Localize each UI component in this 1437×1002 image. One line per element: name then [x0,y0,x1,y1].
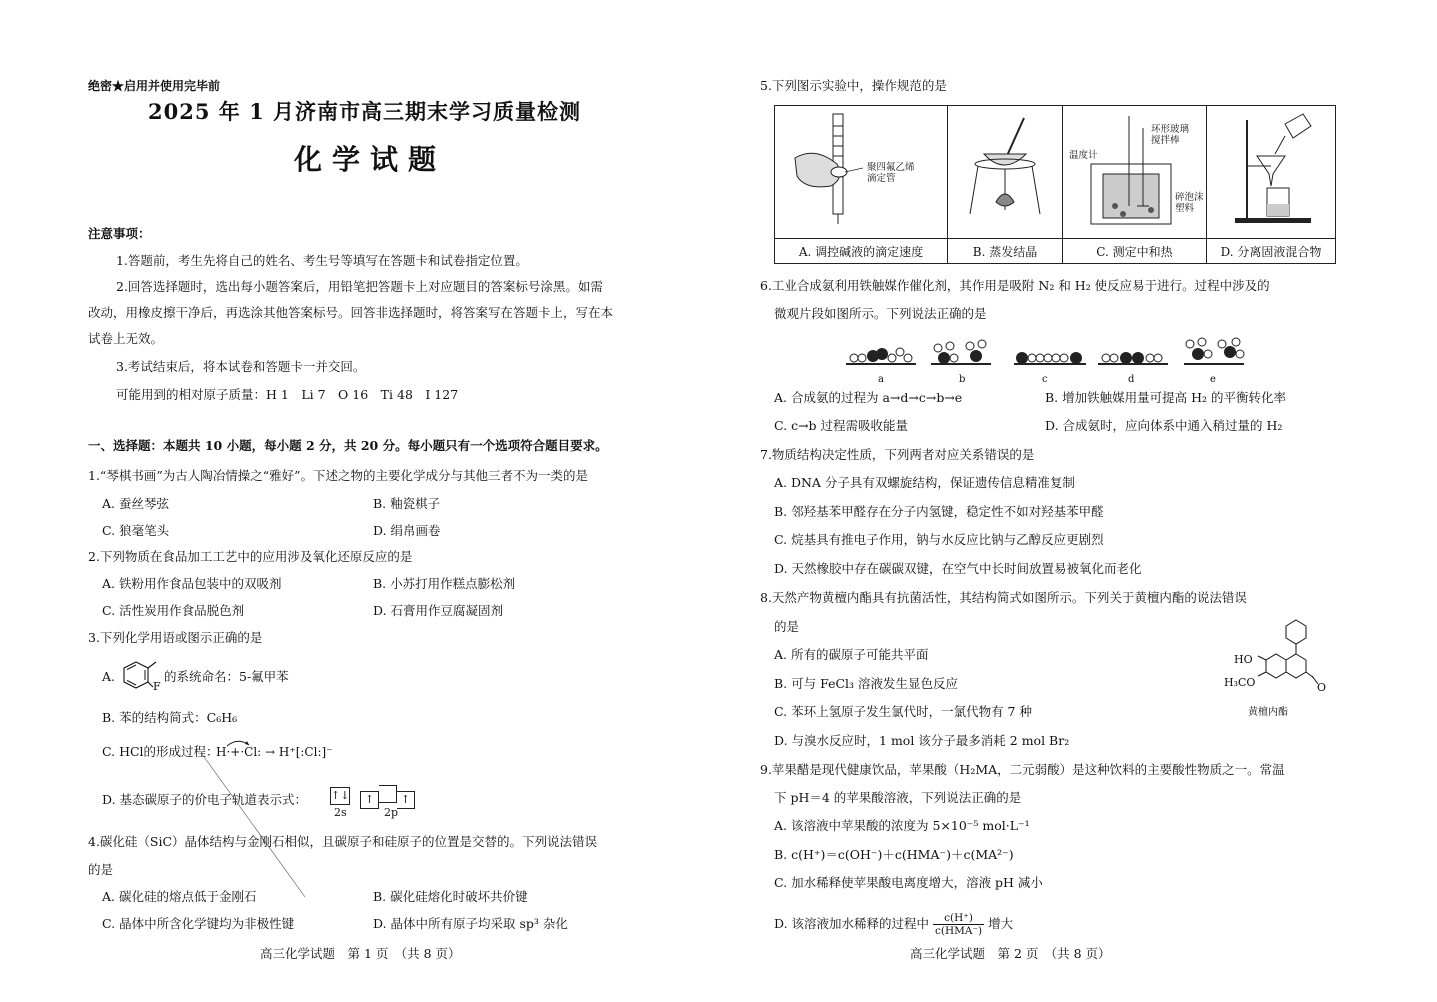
q9-stem-line2: 下 pH＝4 的苹果酸溶液，下列说法正确的是 [774,790,1022,805]
subject-title: 化学试题 [294,143,447,176]
q2-option-b: B. 小苏打用作糕点膨松剂 [373,576,516,591]
q2-option-d: D. 石膏用作豆腐凝固剂 [373,603,504,618]
atomic-masses: 可能用到的相对原子质量：H 1 Li 7 O 16 Ti 48 I 127 [116,387,459,402]
q3-stem: 3.下列化学用语或图示正确的是 [88,630,263,645]
exp-b-image [948,106,1063,239]
ratio-denominator: c(HMA⁻) [935,925,983,937]
struct-o-label: O [1317,681,1327,694]
q1-option-b: B. 釉瓷棋子 [373,496,441,511]
fragment-a [846,348,916,364]
stirrer-label: 环形玻璃 搅拌棒 [1151,124,1190,146]
page-2-footer: 高三化学试题 第 2 页 （共 8 页） [910,946,1111,961]
q3-option-c: C. HCl的形成过程： [102,744,219,759]
fluorine-atom-label: F [153,680,161,693]
q2-stem: 2.下列物质在食品加工工艺中的应用涉及氧化还原反应的是 [88,549,413,564]
orbital-2p: ↑ ↑ [360,785,415,809]
orbital-2s-label: 2s [334,806,347,819]
struct-ho-label: HO [1234,653,1253,666]
q3-option-d: D. 基态碳原子的价电子轨道表示式： [102,792,308,807]
notice-line: 3.考试结束后，将本试卷和答题卡一并交回。 [116,359,366,374]
secret-label: 绝密★启用并使用完毕前 [88,79,221,93]
q8-stem-line1: 8.天然产物黄檀内酯具有抗菌活性，其结构简式如图所示。下列关于黄檀内酯的说法错误 [760,590,1247,605]
notice-heading: 注意事项： [88,226,151,241]
q9-option-d [774,912,1013,937]
foam-label: 碎泡沫 塑料 [1175,192,1204,214]
q4-option-d: D. 晶体中所有原子均采取 sp³ 杂化 [373,916,568,931]
page-1 [88,0,688,1002]
fragment-e [1184,338,1244,364]
q9-stem-line1: 9.苹果醋是现代健康饮品，苹果酸（H₂MA，二元弱酸）是这种饮料的主要酸性物质之一。常温 [760,762,1285,777]
burette-titration-icon [775,106,947,234]
fragment-d [1098,352,1168,364]
q7-option-b: B. 邻羟基苯甲醛存在分子内氢键，稳定性不如对羟基苯甲醛 [774,504,1104,519]
struct-name: 黄檀内酯 [1248,707,1288,718]
q3-option-b: B. 苯的结构简式：C₆H₆ [102,710,238,725]
q2-option-c: C. 活性炭用作食品脱色剂 [102,603,245,618]
page-1-footer: 高三化学试题 第 1 页 （共 8 页） [260,946,461,961]
q3-option-a-label: A. [102,669,116,684]
fragment-label-b: b [959,374,966,385]
electron-transfer-arrow [224,737,254,747]
q6-option-b: B. 增加铁触媒用量可提高 H₂ 的平衡转化率 [1045,390,1286,405]
q6-option-c: C. c→b 过程需吸收能量 [774,418,909,433]
q8-option-c: C. 苯环上氢原子发生氯代时，一氯代物有 7 种 [774,704,1032,719]
q4-option-c: C. 晶体中所含化学键均为非极性键 [102,916,295,931]
q8-option-a: A. 所有的碳原子可能共平面 [774,647,929,662]
q5-option-c: C. 测定中和热 [1063,239,1207,264]
page-2 [760,0,1345,1002]
exp-d-image [1207,106,1336,239]
q8-option-d: D. 与溴水反应时，1 mol 该分子最多消耗 2 mol Br₂ [774,733,1070,748]
notice-line: 试卷上无效。 [88,331,164,346]
stray-pen-mark [200,752,310,902]
notice-line: 改动，用橡皮擦干净后，再选涂其他答案标号。回答非选择题时，将答案写在答题卡上，写在本 [88,305,614,320]
fragment-label-c: c [1042,374,1048,385]
notice-line: 1.答题前，考生先将自己的姓名、考生号等填写在答题卡和试卷指定位置。 [116,253,528,268]
q7-option-c: C. 烷基具有推电子作用，钠与水反应比钠与乙醇反应更剧烈 [774,532,1104,547]
ratio-numerator: c(H⁺) [933,912,984,925]
catalyst-adsorption-figure [846,336,1266,370]
struct-h3co-label: H₃CO [1224,676,1256,689]
q9-option-a: A. 该溶液中苹果酸的浓度为 5×10⁻⁵ mol·L⁻¹ [774,818,1030,833]
orbital-2s: ↑↓ [330,785,350,805]
q1-option-a: A. 蚕丝琴弦 [102,496,169,511]
exp-c-image [1063,106,1207,239]
q7-option-a: A. DNA 分子具有双螺旋结构，保证遗传信息精准复制 [774,475,1075,490]
q9-option-c: C. 加水稀释使苹果酸电离度增大，溶液 pH 减小 [774,875,1043,890]
section-heading: 一、选择题：本题共 10 小题，每小题 2 分，共 20 分。每小题只有一个选项符合题目要求。 [88,438,608,453]
exp-a-image [775,106,948,239]
exam-title: 2025 年 1 月济南市高三期末学习质量检测 [148,99,581,124]
q1-option-d: D. 绢帛画卷 [373,523,441,538]
orbital-2p-label: 2p [384,806,399,819]
q7-stem: 7.物质结构决定性质，下列两者对应关系错误的是 [760,447,1035,462]
fragment-b [931,340,991,364]
q6-stem-line2: 微观片段如图所示。下列说法正确的是 [774,306,987,321]
q2-option-a: A. 铁粉用作食品包装中的双吸剂 [102,576,282,591]
hcl-formation-formula: H·+·Cl: → H⁺[:Cl:]⁻ [216,745,333,759]
q6-stem-line1: 6.工业合成氨利用铁触媒作催化剂，其作用是吸附 N₂ 和 H₂ 使反应易于进行。过程中涉及的 [760,278,1270,293]
q5-experiment-table [774,105,1336,264]
exp-a-label: 聚四氟乙烯 滴定管 [867,162,915,184]
filtration-icon [1207,106,1335,234]
fragment-label-e: e [1210,374,1216,385]
q5-option-a: A. 调控碱液的滴定速度 [775,239,948,264]
fragment-label-d: d [1128,374,1135,385]
q9-option-d-text: D. 该溶液加水稀释的过程中 [774,916,930,931]
notice-line: 2.回答选择题时，选出每小题答案后，用铅笔把答题卡上对应题目的答案标号涂黑。如需 [116,279,603,294]
q6-option-a: A. 合成氨的过程为 a→d→c→b→e [774,390,963,405]
q4-stem-line2: 的是 [88,862,114,877]
q9-option-b: B. c(H⁺)＝c(OH⁻)＋c(HMA⁻)＋c(MA²⁻) [774,847,1014,862]
q1-stem: 1.“琴棋书画”为古人陶冶情操之“雅好”。下述之物的主要化学成分与其他三者不为一类的是 [88,468,588,483]
q9-option-d-tail: 增大 [988,916,1014,931]
q1-option-c: C. 狼毫笔头 [102,523,170,538]
q5-stem: 5.下列图示实验中，操作规范的是 [760,78,947,93]
q7-option-d: D. 天然橡胶中存在碳碳双键，在空气中长时间放置易被氧化而老化 [774,561,1142,576]
q5-option-d: D. 分离固液混合物 [1207,239,1336,264]
q5-option-b: B. 蒸发结晶 [948,239,1063,264]
q8-stem-line2: 的是 [774,619,800,634]
fragment-c [1014,352,1086,364]
fragment-label-a: a [878,374,884,385]
concentration-ratio [933,912,984,937]
evaporating-dish-icon [948,106,1062,234]
thermometer-label: 温度计 [1069,150,1098,161]
q4-stem-line1: 4.碳化硅（SiC）晶体结构与金刚石相似，且碳原子和硅原子的位置是交替的。下列说法错误 [88,834,598,849]
q6-option-d: D. 合成氨时，应向体系中通入稍过量的 H₂ [1045,418,1283,433]
q4-option-b: B. 碳化硅熔化时破坏共价键 [373,889,528,904]
q8-option-b: B. 可与 FeCl₃ 溶液发生显色反应 [774,676,959,691]
dalbergin-structure [1248,616,1344,704]
q3-option-a-text: 的系统命名：5-氟甲苯 [164,669,289,684]
q4-option-a: A. 碳化硅的熔点低于金刚石 [102,889,257,904]
